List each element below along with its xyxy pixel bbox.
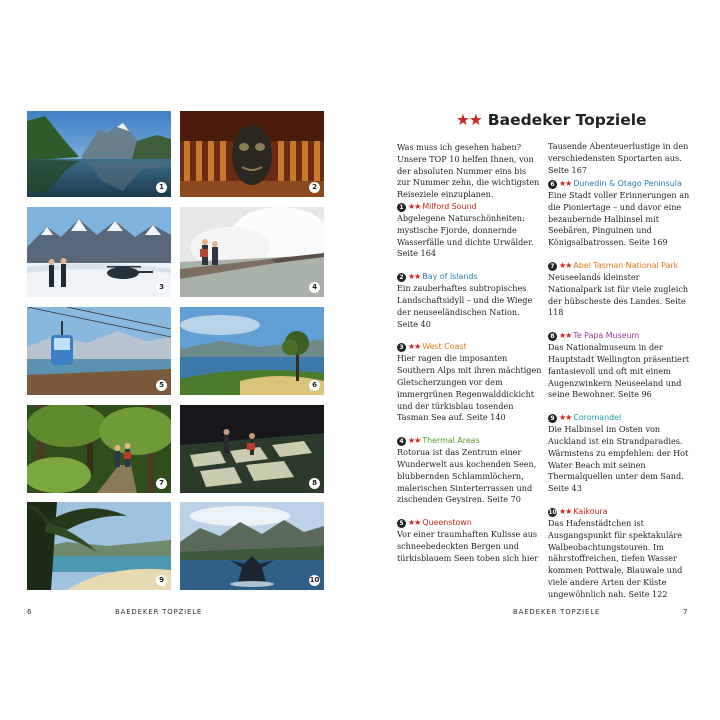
- entry-text-continued: [548, 142, 693, 178]
- list-item: [548, 178, 693, 249]
- list-item: [397, 201, 542, 260]
- entry-text: Das Hafenstädtchen ist Ausgangspunkt für spektakuläre Walbeobachtungstouren. Im nährstoffreichen, tiefen Wasser kommen Pottwale, Blauwale und viele andere Arten der Küste ungewöhnlich nah. Seite 122: [548, 517, 683, 599]
- entry-title: [397, 341, 542, 353]
- number-badge: 8: [548, 332, 557, 341]
- number-badge: 5: [397, 519, 406, 528]
- number-badge: 4: [397, 437, 406, 446]
- number-badge: 1: [397, 203, 406, 212]
- photo-number-badge: 3: [156, 282, 167, 293]
- star-rating-icon: ★★: [559, 179, 572, 188]
- entry-text: Hier ragen die imposanten Southern Alps mit ihren mächtigen Gletscherzungen vor dem immergrünen Regenwalddickicht und der türkisblau tosenden Tasman Sea auf. Seite 140: [397, 353, 542, 423]
- number-badge: 2: [397, 273, 406, 282]
- photo-4-thermal-area: [180, 207, 324, 297]
- list-item: [548, 506, 693, 601]
- page-title: [456, 111, 647, 129]
- page-title-text: Baedeker Topziele: [487, 111, 647, 129]
- star-rating-icon: ★★: [559, 331, 572, 341]
- list-item: [397, 341, 542, 424]
- photo-1-milford-sound: [27, 111, 171, 197]
- star-rating-icon: ★★: [408, 201, 421, 211]
- star-rating-icon: ★★: [559, 506, 572, 516]
- entry-text: Die Halbinsel im Osten von Auckland ist ein Strandparadies. Wärmstens zu empfehlen: der Hot Water Beach mit seinen Thermalquellen unter dem Sand. Seite 43: [548, 424, 689, 494]
- photo-number-badge: 2: [309, 182, 320, 193]
- photo-8-te-papa: [180, 405, 324, 493]
- photo-number-badge: 4: [309, 282, 320, 293]
- star-rating-icon: ★★: [408, 436, 421, 446]
- photo-number-badge: 8: [309, 478, 320, 489]
- number-badge: 3: [397, 343, 406, 352]
- intro-text: Was muss ich gesehen haben? Unsere TOP 10 helfen Ihnen, von der absoluten Nummer eins bis zur Nummer zehn, die wichtigsten Reiseziele einzuplanen.: [397, 142, 540, 200]
- running-header-right: BAEDEKER TOPZIELE: [513, 608, 601, 616]
- number-badge: 6: [548, 180, 557, 189]
- entry-title: [397, 271, 542, 283]
- photo-6-bay-view: [180, 307, 324, 395]
- list-item: [548, 330, 693, 401]
- page-number-right: 7: [683, 608, 689, 616]
- photo-number-badge: 6: [309, 380, 320, 391]
- entry-title-text: West Coast: [422, 342, 467, 352]
- star-rating-icon: ★★: [408, 518, 421, 528]
- entry-text: Tausende Abenteuerlustige in den verschiedensten Sportarten aus. Seite 167: [548, 142, 689, 175]
- entry-title-text: Thermal Areas: [422, 436, 480, 446]
- photo-9-coromandel: [27, 502, 171, 590]
- entry-title: [548, 178, 693, 190]
- number-badge: 10: [548, 508, 557, 516]
- list-item: [397, 517, 542, 565]
- running-header-left: BAEDEKER TOPZIELE: [115, 608, 203, 616]
- photo-number-badge: 9: [156, 575, 167, 586]
- entry-title: [397, 201, 542, 213]
- page-number-left: 6: [27, 608, 33, 616]
- entry-title-text: Bay of Islands: [422, 272, 478, 282]
- entry-text: Abgelegene Naturschönheiten: mystische Fjorde, donnernde Wasserfälle und dichte Urwälder. Seite 164: [397, 212, 534, 259]
- star-rating-icon: ★★: [559, 260, 572, 270]
- star-rating-icon: ★★: [456, 111, 482, 129]
- photo-number-badge: 10: [309, 576, 320, 584]
- entry-title: [548, 260, 693, 272]
- photo-2-maori-carving: [180, 111, 324, 197]
- star-rating-icon: ★★: [408, 342, 421, 352]
- photo-number-badge: 5: [156, 380, 167, 391]
- photo-number-badge: 1: [156, 182, 167, 193]
- entry-title: [397, 517, 542, 529]
- entry-text: Neuseelands kleinster Nationalpark ist für viele zugleich der hübscheste des Landes. Seite 118: [548, 271, 689, 318]
- entry-title: [548, 330, 693, 342]
- entry-title-text: Te Papa Museum: [573, 331, 640, 341]
- number-badge: 7: [548, 262, 557, 271]
- text-column-right: [548, 142, 693, 601]
- photo-5-queenstown-gondola: [27, 307, 171, 395]
- entry-text: Ein zauberhaftes subtropisches Landschaftsidyll – und die Wiege der neuseeländischen Nation. Seite 40: [397, 283, 533, 329]
- entry-title-text: Kaikoura: [573, 506, 608, 516]
- photo-10-kaikoura-whale: [180, 502, 324, 590]
- entry-text: Eine Stadt voller Erinnerungen an die Pioniertage – und davor eine bezaubernde Halbinsel mit Seebären, Pinguinen und Königsalbatrossen. Seite 169: [548, 190, 690, 248]
- star-rating-icon: ★★: [408, 272, 421, 282]
- number-badge: 9: [548, 414, 557, 423]
- entry-title: [548, 412, 693, 424]
- entry-title-text: Dunedin & Otago Peninsula: [573, 179, 682, 188]
- photo-number-badge: 7: [156, 478, 167, 489]
- entry-text: Das Nationalmuseum in der Hauptstadt Wellington präsentiert fantasievoll und oft mit einem Augenzwinkern Neuseeland und seine Bewohner. Seite 96: [548, 342, 690, 400]
- list-item: [548, 260, 693, 319]
- list-item: [397, 271, 542, 330]
- entry-title-text: Coromandel: [573, 413, 622, 423]
- entry-text: Rotorua ist das Zentrum einer Wunderwelt aus kochenden Seen, blubbernden Schlammlöchern, malerischen Sinterterrassen und zischenden Geysiren. Seite 70: [397, 447, 537, 505]
- entry-title-text: Milford Sound: [422, 201, 477, 211]
- list-item: [548, 412, 693, 495]
- photo-3-glacier: [27, 207, 171, 297]
- photo-7-forest-hikers: [27, 405, 171, 493]
- list-item: [397, 435, 542, 506]
- entry-title: [548, 506, 693, 518]
- entry-text: Vor einer traumhaften Kulisse aus schneebedeckten Bergen und türkisblauem Seen toben sich hier: [397, 529, 539, 563]
- entry-title-text: Abel Tasman National Park: [573, 260, 679, 270]
- star-rating-icon: ★★: [559, 413, 572, 423]
- entry-title: [397, 435, 542, 447]
- text-column-left: [397, 142, 542, 565]
- entry-title-text: Queenstown: [422, 518, 472, 528]
